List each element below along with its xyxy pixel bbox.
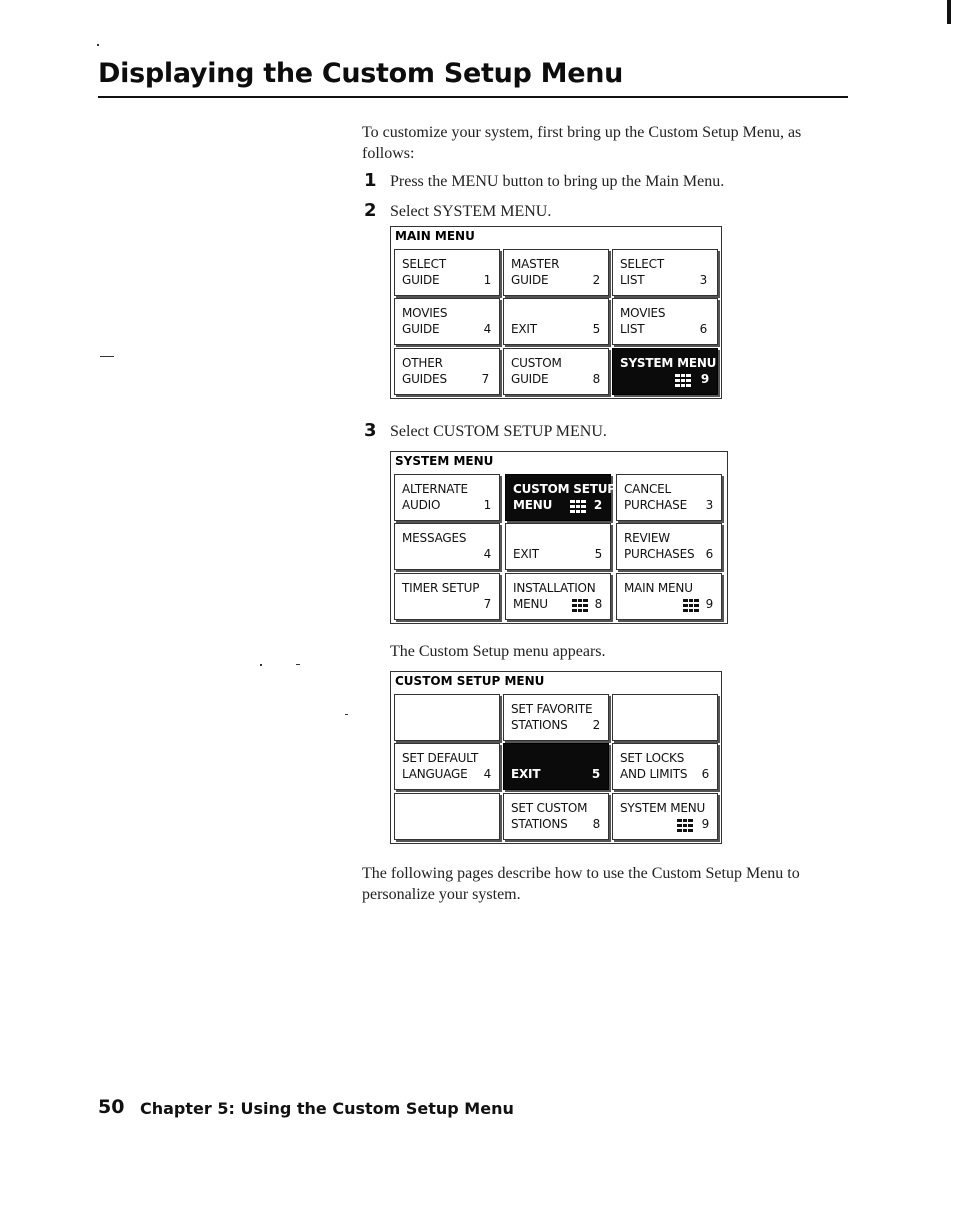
cell-number: 5 — [591, 767, 600, 781]
step-number: 1 — [364, 170, 377, 191]
cell-number: 9 — [701, 817, 709, 831]
closing-paragraph: The following pages describe how to use the Custom Setup Menu to personalize your system. — [362, 865, 800, 903]
step-text: Select SYSTEM MENU. — [390, 203, 552, 220]
main-menu-panel — [390, 226, 722, 399]
cell-label-line1: SET CUSTOM — [511, 801, 588, 815]
cell-label-line1: TIMER SETUP — [402, 581, 480, 595]
menu-grid-icon — [572, 599, 588, 612]
cell-number: 6 — [701, 767, 709, 781]
menu-grid-icon — [675, 374, 691, 387]
menu-cell[interactable] — [503, 694, 609, 741]
menu-cell[interactable] — [616, 573, 722, 620]
cell-label-line2: STATIONS — [511, 817, 568, 831]
cell-number: 3 — [705, 498, 713, 512]
scan-edge-mark — [947, 0, 951, 24]
cell-number: 5 — [594, 547, 602, 561]
menu-cell[interactable] — [503, 793, 609, 840]
cell-label-line2: GUIDE — [402, 322, 440, 336]
menu-cell[interactable] — [394, 474, 500, 521]
menu-cell[interactable] — [394, 573, 500, 620]
cell-label-line2: LIST — [620, 273, 645, 287]
cell-number: 4 — [483, 767, 491, 781]
menu-grid-icon — [683, 599, 699, 612]
menu-cell[interactable] — [394, 298, 500, 345]
custom-setup-menu-panel — [390, 671, 722, 844]
menu-cell[interactable] — [616, 474, 722, 521]
menu-cell[interactable] — [394, 523, 500, 570]
scan-speck — [97, 44, 99, 46]
menu-cell[interactable] — [503, 249, 609, 296]
cell-number: 1 — [483, 498, 491, 512]
cell-label-line2: AUDIO — [402, 498, 441, 512]
cell-label-line1: ALTERNATE — [402, 482, 468, 496]
chapter-title: Chapter 5: Using the Custom Setup Menu — [140, 1099, 514, 1118]
step-text: Press the MENU button to bring up the Main Menu. — [390, 173, 725, 190]
menu-title: MAIN MENU — [395, 229, 475, 243]
cell-label-line2: EXIT — [511, 767, 541, 781]
cell-label-line2: AND LIMITS — [620, 767, 688, 781]
cell-label-line1: REVIEW — [624, 531, 670, 545]
appears-text: The Custom Setup menu appears. — [390, 643, 606, 660]
cell-label-line1: SYSTEM MENU — [620, 801, 706, 815]
cell-label-line1: CANCEL — [624, 482, 672, 496]
page-title: Displaying the Custom Setup Menu — [98, 58, 624, 89]
menu-cell[interactable] — [612, 743, 718, 790]
menu-cell[interactable] — [612, 793, 718, 840]
menu-grid-icon — [677, 819, 693, 832]
cell-label-line1: MOVIES — [620, 306, 666, 320]
menu-cell[interactable] — [394, 348, 500, 395]
intro-paragraph: To customize your system, first bring up the Custom Setup Menu, as follows: — [362, 124, 802, 162]
menu-cell-selected[interactable] — [503, 743, 609, 790]
cell-label-line2: EXIT — [513, 547, 539, 561]
menu-cell[interactable] — [503, 348, 609, 395]
cell-number: 7 — [483, 597, 491, 611]
cell-label-line1: SELECT — [402, 257, 446, 271]
scan-speck — [100, 356, 114, 357]
menu-cell[interactable] — [505, 573, 611, 620]
scan-speck — [345, 714, 348, 715]
cell-number: 1 — [483, 273, 491, 287]
cell-label-line1: SET LOCKS — [620, 751, 685, 765]
cell-label-line2: GUIDE — [511, 372, 549, 386]
menu-title: SYSTEM MENU — [395, 454, 494, 468]
cell-number: 2 — [592, 718, 600, 732]
scan-speck — [260, 664, 262, 666]
menu-cell-selected[interactable] — [612, 348, 718, 395]
cell-number: 8 — [592, 372, 600, 386]
cell-label-line2: LANGUAGE — [402, 767, 468, 781]
step-number: 3 — [364, 420, 377, 441]
cell-number: 7 — [481, 372, 489, 386]
cell-number: 2 — [592, 273, 600, 287]
cell-number: 4 — [483, 547, 491, 561]
title-rule — [98, 96, 848, 98]
cell-label-line1: MAIN MENU — [624, 581, 693, 595]
cell-label-line1: MESSAGES — [402, 531, 467, 545]
cell-label-line2: MENU — [513, 597, 548, 611]
cell-number: 6 — [699, 322, 707, 336]
cell-number: 8 — [592, 817, 600, 831]
menu-cell[interactable] — [394, 743, 500, 790]
cell-number: 9 — [700, 372, 709, 386]
cell-number: 9 — [705, 597, 713, 611]
cell-label-line2: PURCHASES — [624, 547, 695, 561]
menu-cell-empty — [394, 694, 500, 741]
cell-label-line1: INSTALLATION — [513, 581, 596, 595]
cell-number: 4 — [483, 322, 491, 336]
cell-number: 5 — [592, 322, 600, 336]
cell-label-line2: PURCHASE — [624, 498, 687, 512]
menu-cell[interactable] — [503, 298, 609, 345]
cell-label-line1: MASTER — [511, 257, 560, 271]
menu-cell-empty — [394, 793, 500, 840]
cell-number: 8 — [594, 597, 602, 611]
menu-title: CUSTOM SETUP MENU — [395, 674, 545, 688]
cell-label-line2: GUIDE — [511, 273, 549, 287]
cell-label-line1: SET DEFAULT — [402, 751, 479, 765]
menu-cell[interactable] — [394, 249, 500, 296]
cell-label-line1: SET FAVORITE — [511, 702, 593, 716]
menu-cell[interactable] — [616, 523, 722, 570]
menu-cell[interactable] — [612, 298, 718, 345]
cell-label-line2: MENU — [513, 498, 553, 512]
cell-label-line1: MOVIES — [402, 306, 448, 320]
step-text: Select CUSTOM SETUP MENU. — [390, 423, 607, 440]
system-menu-panel — [390, 451, 728, 624]
cell-number: 3 — [699, 273, 707, 287]
cell-label-line1: CUSTOM SETUP — [513, 482, 616, 496]
cell-label-line2: GUIDES — [402, 372, 447, 386]
cell-label-line1: OTHER — [402, 356, 443, 370]
page-number: 50 — [98, 1096, 125, 1118]
menu-cell-empty — [612, 694, 718, 741]
cell-label-line1: SELECT — [620, 257, 664, 271]
cell-label-line2: EXIT — [511, 322, 537, 336]
cell-label-line1: CUSTOM — [511, 356, 562, 370]
cell-label-line2: LIST — [620, 322, 645, 336]
menu-cell[interactable] — [505, 523, 611, 570]
menu-cell-selected[interactable] — [505, 474, 616, 521]
menu-cell[interactable] — [612, 249, 718, 296]
cell-number: 6 — [705, 547, 713, 561]
cell-label-line1: SYSTEM MENU — [620, 356, 717, 370]
cell-label-line2: STATIONS — [511, 718, 568, 732]
cell-number: 2 — [593, 498, 602, 512]
scan-speck — [296, 664, 300, 665]
step-number: 2 — [364, 200, 377, 221]
menu-grid-icon — [570, 500, 586, 513]
cell-label-line2: GUIDE — [402, 273, 440, 287]
